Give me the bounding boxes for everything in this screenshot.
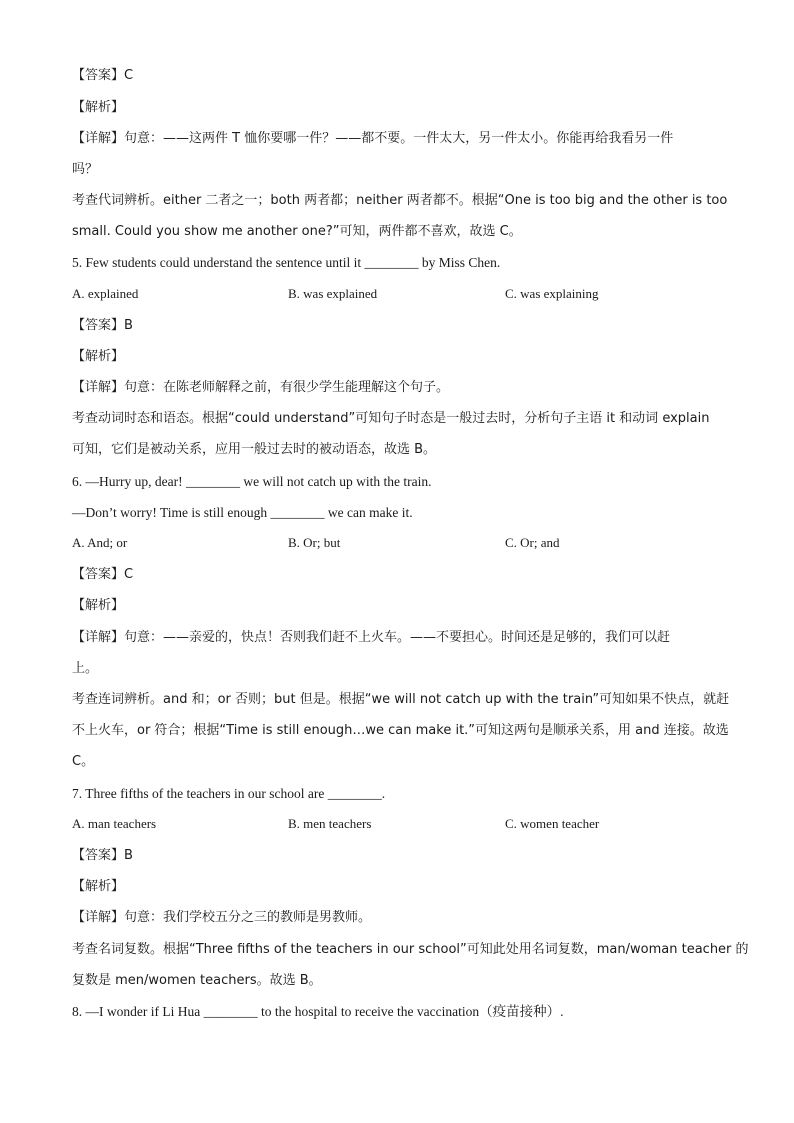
q7-option-c: C. women teacher	[505, 816, 600, 831]
question-7: 7. Three fifths of the teachers in our school are ________.	[72, 786, 386, 801]
answer-label: 【答案】C	[72, 68, 134, 83]
q6-option-b: B. Or; but	[288, 535, 341, 550]
analysis-text: 不上火车，or 符合；根据“Time is still enough…we can make it.”可知这两句是顺承关系，用 and 连接。故选	[72, 723, 729, 738]
q6-option-c: C. Or; and	[505, 535, 560, 550]
detail-text: 【详解】句意：我们学校五分之三的教师是男教师。	[72, 910, 372, 925]
analysis-heading: 【解析】	[72, 598, 125, 613]
detail-text: 【详解】句意：——亲爱的，快点！否则我们赶不上火车。——不要担心。时间还是足够的，我们可以赶	[72, 630, 671, 645]
question-5: 5. Few students could understand the sentence until it ________ by Miss Chen.	[72, 255, 501, 270]
analysis-text: 考查代词辨析。either 二者之一；both 两者都；neither 两者都不。根据“One is too big and the other is too	[72, 193, 728, 208]
q5-option-a: A. explained	[72, 286, 139, 301]
q6-option-a: A. And; or	[72, 535, 128, 550]
analysis-text: C。	[72, 754, 95, 769]
analysis-text: small. Could you show me another one?”可知，两件都不喜欢，故选 C。	[72, 224, 522, 239]
analysis-text: 复数是 men/women teachers。故选 B。	[72, 973, 322, 988]
q7-option-a: A. man teachers	[72, 816, 157, 831]
q5-option-c: C. was explaining	[505, 286, 599, 301]
q7-option-b: B. men teachers	[288, 816, 372, 831]
answer-label: 【答案】C	[72, 567, 134, 582]
detail-text: 吗？	[72, 162, 99, 177]
analysis-heading: 【解析】	[72, 879, 125, 894]
q5-option-b: B. was explained	[288, 286, 378, 301]
question-6-line-2: —Don’t worry! Time is still enough ________ we can make it.	[72, 505, 413, 520]
answer-label: 【答案】B	[72, 848, 133, 863]
answer-label: 【答案】B	[72, 318, 133, 333]
analysis-text: 考查动词时态和语态。根据“could understand”可知句子时态是一般过去时，分析句子主语 it 和动词 explain	[72, 411, 710, 426]
detail-text: 【详解】句意：——这两件 T 恤你要哪一件？——都不要。一件太大，另一件太小。你能再给我看另一件	[72, 131, 674, 146]
detail-text: 【详解】句意：在陈老师解释之前，有很少学生能理解这个句子。	[72, 380, 450, 395]
analysis-text: 考查连词辨析。and 和；or 否则；but 但是。根据“we will not catch up with the train”可知如果不快点，就赶	[72, 692, 730, 707]
analysis-heading: 【解析】	[72, 100, 125, 115]
analysis-text: 考查名词复数。根据“Three fifths of the teachers in our school”可知此处用名词复数，man/woman teacher 的	[72, 942, 749, 957]
detail-text: 上。	[72, 661, 99, 676]
question-6: 6. —Hurry up, dear! ________ we will not catch up with the train.	[72, 474, 432, 489]
analysis-heading: 【解析】	[72, 349, 125, 364]
question-8: 8. —I wonder if Li Hua ________ to the hospital to receive the vaccination（疫苗接种）.	[72, 1004, 564, 1019]
analysis-text: 可知，它们是被动关系，应用一般过去时的被动语态，故选 B。	[72, 442, 437, 457]
